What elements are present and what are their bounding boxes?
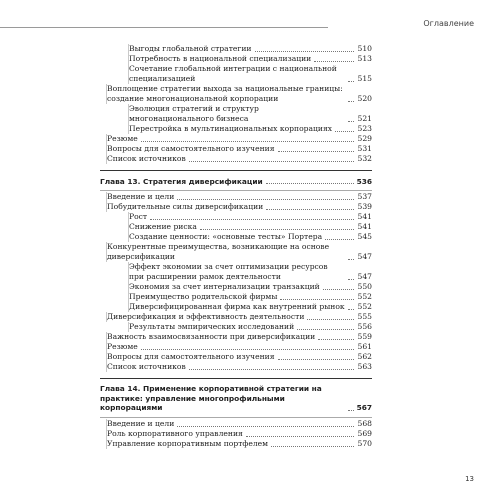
toc-entry[interactable] (100, 302, 372, 312)
toc-entry-row (128, 64, 372, 84)
toc-entry-row (128, 302, 372, 312)
toc-entry-page: 545 (357, 232, 372, 241)
toc-entry-row (106, 202, 372, 212)
running-header-title: Оглавление (423, 19, 474, 28)
toc-entry-title: Снижение риска (129, 222, 197, 231)
toc-entry-row (106, 312, 372, 322)
toc-entry-title: Список источников (107, 362, 186, 371)
toc-entry-page: 552 (357, 302, 372, 311)
toc-entry[interactable] (100, 352, 372, 362)
dot-leader (266, 183, 354, 184)
toc-entry-page: 550 (357, 282, 372, 291)
toc-entry-row (106, 342, 372, 352)
toc-entry[interactable] (100, 322, 372, 332)
toc-entry[interactable] (100, 84, 372, 104)
toc-entry-title: Эволюция стратегий и структур многонационального бизнеса (129, 104, 259, 123)
toc-entry[interactable] (100, 104, 372, 124)
toc-entry-row (106, 439, 372, 449)
toc-entry[interactable] (100, 44, 372, 54)
toc-entry-page: 547 (357, 252, 372, 261)
toc-entry[interactable] (100, 222, 372, 232)
toc-entry-title: Рост (129, 212, 148, 221)
toc-entry-title: Диверсифицированная фирма как внутренний рынок (129, 302, 345, 311)
toc-entry-title: Важность взаимосвязанности при диверсификации (107, 332, 316, 341)
toc-entry-page: 521 (357, 114, 372, 123)
toc-entry-title: Управление корпоративным портфелем (107, 438, 269, 448)
toc-entry-page: 570 (357, 438, 372, 448)
toc-entry[interactable] (100, 212, 372, 222)
chapter-page: 536 (356, 176, 372, 186)
toc-entry-title: Потребность в национальной специализации (129, 54, 312, 63)
toc-entry-page: 559 (357, 332, 372, 341)
toc-entry-title: Сочетание глобальной интеграции с национальной специализацией (129, 64, 337, 83)
dot-leader (200, 229, 354, 230)
toc-entry-page: 523 (357, 124, 372, 133)
toc-entry[interactable] (100, 242, 372, 262)
chapter-row (100, 384, 372, 413)
toc-entry-page: 563 (357, 362, 372, 371)
chapter-14-entries (100, 419, 372, 449)
toc-entry-title: Вопросы для самостоятельного изучения (107, 144, 275, 153)
toc-entry-row (106, 419, 372, 429)
toc-entry-row (106, 332, 372, 342)
dot-leader (348, 81, 354, 82)
toc-entry-title: Результаты эмпирических исследований (129, 322, 295, 331)
toc-entry-title: Воплощение стратегии выхода за национальные границы: создание многонациональной корпорации (107, 84, 343, 103)
dot-leader (150, 219, 354, 220)
dot-leader (314, 61, 354, 62)
toc-entry[interactable] (100, 144, 372, 154)
chapter-13-entries (100, 192, 372, 372)
toc-entry-page: 532 (357, 154, 372, 163)
toc-entry-row (128, 54, 372, 64)
toc-entry[interactable] (100, 202, 372, 212)
dot-leader (348, 279, 354, 280)
dot-leader (335, 131, 354, 132)
dot-leader (177, 199, 354, 200)
toc-entry[interactable] (100, 342, 372, 352)
dot-leader (348, 309, 354, 310)
toc-entry[interactable] (100, 312, 372, 322)
toc-entry[interactable] (100, 192, 372, 202)
dot-leader (307, 319, 354, 320)
toc-entry[interactable] (100, 134, 372, 144)
toc-entry-row (128, 282, 372, 292)
toc-entry-title: Введение и цели (107, 192, 175, 201)
toc-entry-title: Резюме (107, 342, 138, 351)
toc-entry-page: 552 (357, 292, 372, 301)
toc-entry-row (128, 262, 372, 282)
dot-leader (318, 339, 354, 340)
toc-entry-row (106, 242, 372, 262)
toc-entry-row (128, 104, 372, 124)
dot-leader (348, 121, 354, 122)
toc-entry[interactable] (100, 362, 372, 372)
dot-leader (348, 410, 354, 411)
dot-leader (141, 349, 354, 350)
toc-entry-row (106, 352, 372, 362)
toc-entry-title: Роль корпоративного управления (107, 428, 243, 438)
toc-entry-page: 539 (357, 202, 372, 211)
toc-entry-title: Резюме (107, 134, 138, 143)
toc-entry[interactable] (100, 232, 372, 242)
toc-entry-row (128, 322, 372, 332)
header-rule (0, 27, 328, 28)
toc-entry-page: 520 (357, 94, 372, 103)
table-of-contents (100, 44, 372, 449)
toc-entry[interactable] (100, 262, 372, 282)
toc-entry[interactable] (100, 429, 372, 439)
toc-entry-row (106, 134, 372, 144)
toc-entry-page: 541 (357, 212, 372, 221)
toc-entry-title: Диверсификация и эффективность деятельности (107, 312, 305, 321)
toc-entry-page: 568 (357, 418, 372, 428)
toc-entry-page: 541 (357, 222, 372, 231)
dot-leader (348, 101, 354, 102)
dot-leader (325, 239, 354, 240)
chapter-title: Глава 14. Применение корпоративной стратегии на практике: управление многопрофильными корпорациями (100, 384, 322, 412)
toc-entry-row (106, 362, 372, 372)
toc-entry[interactable] (100, 282, 372, 292)
toc-entry[interactable] (100, 439, 372, 449)
toc-entry-title: Побудительные силы диверсификации (107, 202, 264, 211)
toc-entry-title: Список источников (107, 154, 186, 163)
toc-entry-page: 561 (357, 342, 372, 351)
toc-entry-row (106, 154, 372, 164)
dot-leader (246, 436, 354, 437)
toc-entry-page: 547 (357, 272, 372, 281)
toc-entry-title: Эффект экономии за счет оптимизации ресурсов при расширении рамок деятельности (129, 262, 328, 281)
toc-entry-title: Выгоды глобальной стратегии (129, 44, 252, 53)
dot-leader (141, 141, 354, 142)
toc-section-continued (100, 44, 372, 164)
toc-entry-row (106, 144, 372, 154)
dot-leader (278, 359, 355, 360)
chapter-row (100, 176, 372, 186)
chapter-13-heading[interactable] (100, 170, 372, 191)
toc-entry-title: Конкурентные преимущества, возникающие на основе диверсификации (107, 242, 330, 261)
toc-entry[interactable] (100, 419, 372, 429)
dot-leader (280, 299, 354, 300)
toc-entry-row (106, 192, 372, 202)
toc-entry[interactable] (100, 54, 372, 64)
toc-entry-title: Введение и цели (107, 418, 175, 428)
toc-entry[interactable] (100, 292, 372, 302)
dot-leader (323, 289, 354, 290)
dot-leader (266, 209, 354, 210)
toc-entry-row (106, 429, 372, 439)
dot-leader (271, 446, 354, 447)
toc-entry-title: Преимущество родительской фирмы (129, 292, 278, 301)
toc-entry[interactable] (100, 154, 372, 164)
chapter-page: 567 (356, 403, 372, 412)
toc-entry[interactable] (100, 124, 372, 134)
toc-entry-title: Экономия за счет интернализации транзакций (129, 282, 320, 291)
toc-entry-page: 569 (357, 428, 372, 438)
toc-entry-row (128, 212, 372, 222)
toc-entry-page: 537 (357, 192, 372, 201)
toc-entry-page: 562 (357, 352, 372, 361)
dot-leader (255, 51, 355, 52)
toc-entry-page: 529 (357, 134, 372, 143)
toc-entry-title: Создание ценности: «основные тесты» Портера (129, 232, 323, 241)
toc-entry-page: 556 (357, 322, 372, 331)
dot-leader (177, 426, 354, 427)
toc-entry[interactable] (100, 332, 372, 342)
toc-entry-title: Вопросы для самостоятельного изучения (107, 352, 275, 361)
toc-entry-row (128, 232, 372, 242)
chapter-14-heading[interactable] (100, 378, 372, 418)
toc-entry-page: 513 (357, 54, 372, 63)
toc-entry-title: Перестройка в мультинациональных корпорациях (129, 124, 333, 133)
toc-entry-page: 510 (357, 44, 372, 53)
toc-entry-page: 531 (357, 144, 372, 153)
page-number: 13 (465, 475, 474, 483)
toc-entry[interactable] (100, 64, 372, 84)
dot-leader (189, 369, 354, 370)
toc-entry-row (106, 84, 372, 104)
toc-entry-row (128, 222, 372, 232)
toc-entry-page: 555 (357, 312, 372, 321)
toc-entry-row (128, 292, 372, 302)
chapter-title: Глава 13. Стратегия диверсификации (100, 176, 263, 186)
dot-leader (297, 329, 354, 330)
toc-entry-page: 515 (357, 74, 372, 83)
toc-entry-row (128, 124, 372, 134)
dot-leader (278, 151, 355, 152)
dot-leader (348, 259, 354, 260)
toc-entry-row (128, 44, 372, 54)
dot-leader (189, 161, 354, 162)
